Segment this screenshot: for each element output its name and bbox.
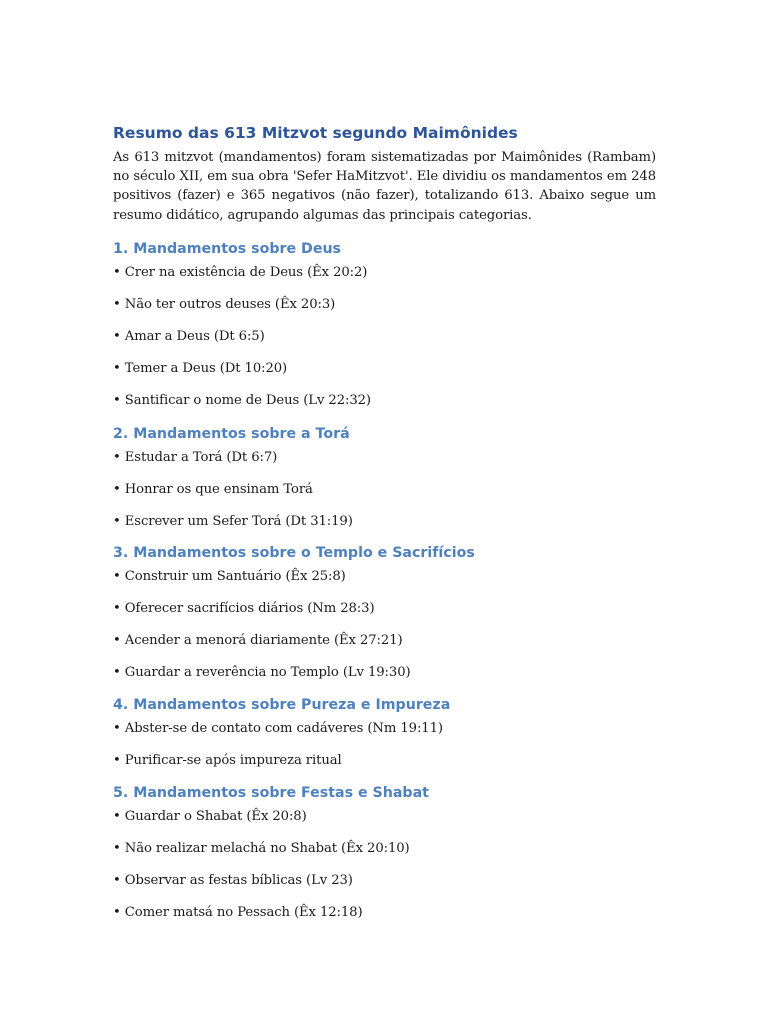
list-item: • Observar as festas bíblicas (Lv 23)	[113, 873, 353, 888]
list-item: • Temer a Deus (Dt 10:20)	[113, 361, 288, 376]
section-templo	[113, 545, 656, 697]
list-item: • Honrar os que ensinam Torá	[113, 482, 313, 497]
section-heading: 3. Mandamentos sobre o Templo e Sacrifícios	[113, 545, 475, 561]
list-item: • Acender a menorá diariamente (Êx 27:21)	[113, 633, 403, 648]
list-item: • Guardar a reverência no Templo (Lv 19:30)	[113, 665, 411, 680]
list-item: • Purificar-se após impureza ritual	[113, 753, 342, 768]
section-deus	[113, 241, 656, 425]
section-heading: 2. Mandamentos sobre a Torá	[113, 426, 350, 442]
section-heading: 5. Mandamentos sobre Festas e Shabat	[113, 785, 429, 801]
list-item: • Santificar o nome de Deus (Lv 22:32)	[113, 393, 371, 408]
section-festas	[113, 785, 656, 937]
list-item: • Amar a Deus (Dt 6:5)	[113, 329, 265, 344]
list-item: • Não realizar melachá no Shabat (Êx 20:10)	[113, 841, 410, 856]
section-heading: 4. Mandamentos sobre Pureza e Impureza	[113, 697, 451, 713]
intro-paragraph: As 613 mitzvot (mandamentos) foram sistematizadas por Maimônides (Rambam) no século XII, em sua obra 'Sefer HaMitzvot'. Ele dividiu os mandamentos em 248 positivos (fazer) e 365 negativos (não fazer), totalizando 613. Abaixo segue um resumo didático, agrupando algumas das principais categorias.	[113, 150, 656, 223]
section-tora	[113, 426, 656, 546]
list-item: • Oferecer sacrifícios diários (Nm 28:3)	[113, 601, 375, 616]
list-item: • Escrever um Sefer Torá (Dt 31:19)	[113, 514, 353, 529]
section-pureza	[113, 697, 656, 785]
list-item: • Comer matsá no Pessach (Êx 12:18)	[113, 905, 363, 920]
list-item: • Crer na existência de Deus (Êx 20:2)	[113, 265, 368, 280]
section-heading: 1. Mandamentos sobre Deus	[113, 241, 341, 257]
list-item: • Abster-se de contato com cadáveres (Nm 19:11)	[113, 721, 443, 736]
list-item: • Construir um Santuário (Êx 25:8)	[113, 569, 346, 584]
list-item: • Não ter outros deuses (Êx 20:3)	[113, 297, 336, 312]
list-item: • Estudar a Torá (Dt 6:7)	[113, 450, 278, 465]
list-item: • Guardar o Shabat (Êx 20:8)	[113, 809, 307, 824]
document-title: Resumo das 613 Mitzvot segundo Maimônides	[113, 124, 518, 142]
